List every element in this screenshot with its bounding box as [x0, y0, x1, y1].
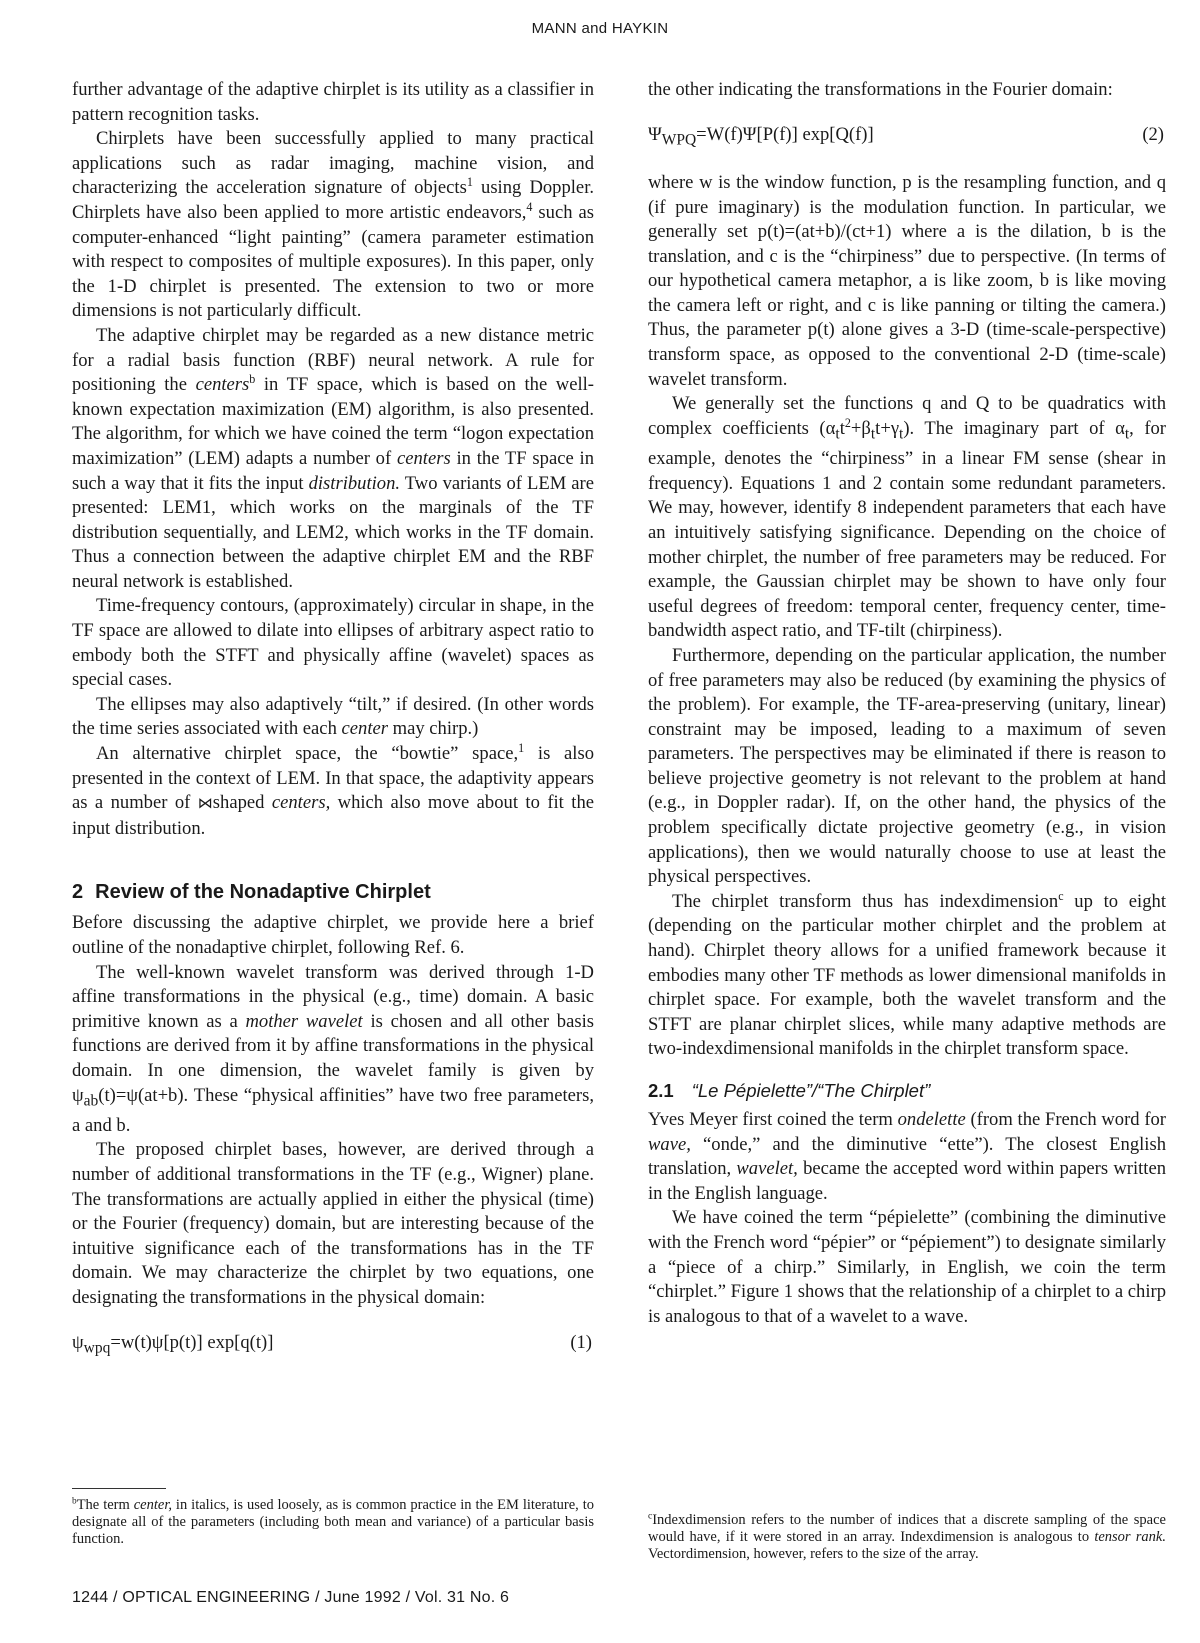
paragraph: Yves Meyer first coined the term ondelette (from the French word for wave, “onde,” and the diminutive “ette”). The closest English translation, wavelet, became the accepted word within papers written in the English language.	[648, 1109, 1166, 1204]
reference-superscript: 1	[518, 740, 525, 755]
paragraph: The proposed chirplet bases, however, are derived through a number of additional transformations in the TF (e.g., Wigner) plane. The transformations are actually applied in either the physical (time) or the Fourier (frequency) domain, but are interesting because of the intuitive significance each of the transformations has in the TF domain. We may characterize the chirplet by two equations, one designating the transformations in the physical domain:	[72, 1139, 594, 1309]
footnote-marker: b	[249, 371, 256, 386]
paragraph: the other indicating the transformations in the Fourier domain:	[648, 79, 1113, 100]
paragraph: Furthermore, depending on the particular application, the number of free parameters may also be reduced (by examining the physics of the problem). For example, the TF-area-preserving (unitary, linear) constraint may be imposed, leading to a maximum of seven parameters. The perspectives may be eliminated if there is reason to believe projective geometry is not relevant to the problem at hand (e.g., in Doppler radar). If, on the other hand, the physics of the problem specifically dictate projective geometry (e.g., in vision applications), then we would naturally choose to use at least the physical perspectives.	[648, 644, 1166, 888]
paragraph: An alternative chirplet space, the “bowtie” space,$^1$ is also presented in the context of LEM. In that space, the adaptivity appears as a number of ⋈shaped centers, which also move about to fit the input distribution.	[72, 740, 595, 839]
paragraph: The ellipses may also adaptively “tilt,” if desired. (In other words the time series associated with each center may chirp.)	[72, 693, 594, 740]
paragraph: We generally set the functions q and Q to be quadratics with complex coefficients $(\alpha_tt^2+\beta_tt+\gamma_t)$. The imaginary part of $\alpha_t$, for example, denotes the “chirpiness” in a linear FM sense (shear in frequency). Equations 1 and 2 contain some redundant parameters. We may, however, identify 8 independent parameters that each have an intuitively satisfying significance. Depending on the choice of mother chirplet, the number of free parameters may be reduced. For example, the Gaussian chirplet may be shown to have only four useful degrees of freedom: temporal center, frequency center, time-bandwidth aspect ratio, and TF-tilt (chirpiness).	[648, 393, 1166, 642]
reference-superscript: 4	[526, 199, 533, 214]
right-column	[648, 78, 1166, 1329]
footnote-b: $^b$The term center, in italics, is used loosely, as is common practice in the EM literature, to designate all of the parameters (including both mean and variance) of a particular basis function.	[72, 1496, 594, 1547]
footnote-c-block	[648, 1512, 1166, 1563]
paragraph: Chirplets have been successfully applied to many practical applications such as radar imaging, machine vision, and characterizing the acceleration signature of objects$^1$ using Doppler. Chirplets have also been applied to more artistic endeavors,$^4$ such as computer-enhanced “light painting” (camera parameter estimation with respect to composites of multiple exposures). In this paper, only the 1-D chirplet is presented. The extension to two or more dimensions is not particularly difficult.	[72, 128, 595, 322]
paragraph: where w is the window function, p is the resampling function, and q (if pure imaginary) is the modulation function. In particular, we generally set p(t)=(at+b)/(ct+1) where a is the dilation, b is the translation, and c is the “chirpiness” due to perspective. (In terms of our hypothetical camera metaphor, a is like zoom, b is like moving the camera left or right, and c is like panning or tilting the camera.) Thus, the parameter p(t) alone gives a 3-D (time-scale-perspective) transform space, as opposed to the conventional 2-D (time-scale) wavelet transform.	[648, 171, 1166, 390]
footnote-b-block	[72, 1488, 594, 1548]
footnote-marker: c	[1058, 888, 1064, 903]
equation-1: $\psi_{wpq}=w(t)\psi[p(t)]$ exp[q(t)] (1)	[72, 1331, 592, 1357]
section-heading: 2 Review of the Nonadaptive Chirplet	[72, 881, 431, 904]
reference-superscript: 1	[466, 175, 473, 190]
paragraph: The chirplet transform thus has indexdimension$^c$ up to eight (depending on the particular mother chirplet and the problem at hand). Chirplet theory allows for a unified framework because it embodies many other TF methods as lower dimensional manifolds in chirplet space. For example, both the wavelet transform and the STFT are planar chirplet slices, while many adaptive methods are two-indexdimensional manifolds in the chirplet transform space.	[648, 888, 1166, 1060]
left-column	[72, 78, 594, 1379]
paragraph: further advantage of the adaptive chirplet is its utility as a classifier in pattern recognition tasks.	[72, 79, 594, 125]
footnote-c: $^c$Indexdimension refers to the number of indices that a discrete sampling of the space would have, if it were stored in an array. Indexdimension is analogous to tensor rank. Vectordimension, however, refers to the size of the array.	[648, 1511, 1166, 1562]
equation-number: (1)	[570, 1331, 592, 1353]
footnote-rule	[72, 1488, 166, 1489]
page-folio: 1244 / OPTICAL ENGINEERING / June 1992 / Vol. 31 No. 6	[72, 1589, 510, 1606]
paragraph: The well-known wavelet transform was derived through 1-D affine transformations in the physical (e.g., time) domain. A basic primitive known as a mother wavelet is chosen and all other basis functions are derived from it by affine transformations in the physical domain. In one dimension, the wavelet family is given by $\psi_{ab}(t)=\psi(at+b)$. These “physical affinities” have two free parameters, a and b.	[72, 961, 594, 1136]
bowtie-icon: ⋈	[197, 796, 213, 813]
paragraph: Time-frequency contours, (approximately) circular in shape, in the TF space are allowed to dilate into ellipses of arbitrary aspect ratio to embody both the STFT and physically affine (wavelet) spaces as special cases.	[72, 595, 594, 691]
equation-2: $\Psi_{WPQ}=W(f)\Psi[P(f)]$ exp[Q(f)] (2)	[648, 123, 1164, 149]
paragraph: We have coined the term “pépielette” (combining the diminutive with the French word “pépier” or “pépiement”) to designate similarly a “piece of a chirp.” Similarly, in English, we coin the term “chirplet.” Figure 1 shows that the relationship of a chirplet to a chirp is analogous to that of a wavelet to a wave.	[648, 1207, 1166, 1327]
equation-number: (2)	[1142, 123, 1164, 145]
paragraph: Before discussing the adaptive chirplet, we provide here a brief outline of the nonadaptive chirplet, following Ref. 6.	[72, 912, 594, 958]
paragraph: The adaptive chirplet may be regarded as a new distance metric for a radial basis function (RBF) neural network. A rule for positioning the centers$^b$ in TF space, which is based on the well-known expectation maximization (EM) algorithm, is also presented. The algorithm, for which we have coined the term “logon expectation maximization” (LEM) adapts a number of centers in the TF space in such a way that it fits the input distribution. Two variants of LEM are presented: LEM1, which works on the marginals of the TF distribution sequentially, and LEM2, which works in the TF domain. Thus a connection between the adaptive chirplet EM and the RBF neural network is established.	[72, 324, 594, 592]
running-head: MANN and HAYKIN	[531, 20, 669, 37]
subsection-heading: 2.1 “Le Pépielette”/“The Chirplet”	[648, 1080, 931, 1101]
